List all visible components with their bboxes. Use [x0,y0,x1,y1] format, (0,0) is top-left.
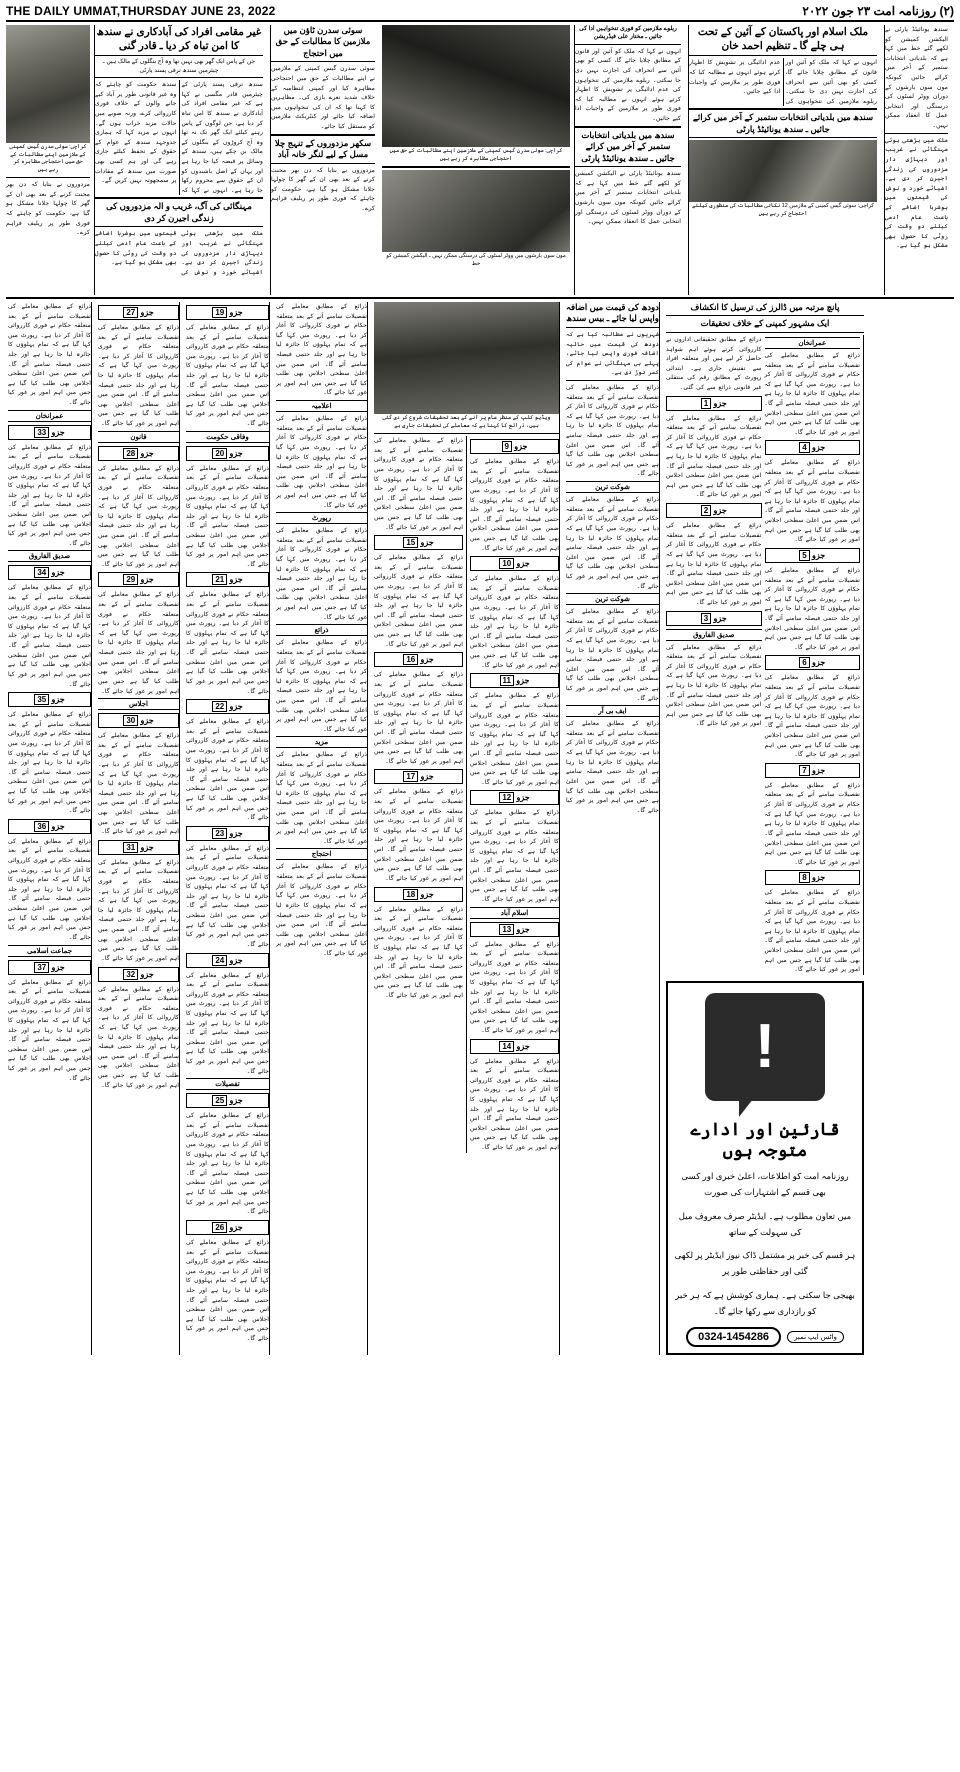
photo-center-protest [382,25,570,147]
notice-title: قارئین اور ادارے متوجہ ہوں [690,1119,840,1160]
center-body-left5: ذرائع کے مطابق معاملے کی تفصیلات سامنے آنے کے بعد متعلقہ حکام نے فوری کارروائی کا آغاز کر دیا ہے۔ رپورٹ میں کہا گیا ہے کہ تمام پہلوؤں کا جائزہ لیا جا رہا ہے اور جلد حتمی فیصلہ سامنے آئے گا۔ اس ضمن میں اعلیٰ سطحی اجلاس بھی طلب کیا گیا ہے جس میں اہم امور پر غور کیا جائے گا۔ [374,905,463,999]
cont-col2-b5: ذرائع کے مطابق معاملے کی تفصیلات سامنے آنے کے بعد متعلقہ حکام نے فوری کارروائی کا آغاز کر دیا ہے۔ رپورٹ میں کہا گیا ہے کہ تمام پہلوؤں کا جائزہ لیا جا رہا ہے اور جلد حتمی فیصلہ سامنے آئے گا۔ اس ضمن میں اعلیٰ سطحی اجلاس بھی طلب کیا گیا ہے جس میں اہم امور پر غور کیا جائے گا۔ [98,858,179,962]
continuation-32[interactable] [98,967,179,982]
story-local-settlement [94,25,266,295]
cont-col4-b6: ذرائع کے مطابق معاملے کی تفصیلات سامنے آنے کے بعد متعلقہ حکام نے فوری کارروائی کا آغاز کر دیا ہے۔ رپورٹ میں کہا گیا ہے کہ تمام پہلوؤں کا جائزہ لیا جا رہا ہے اور جلد حتمی فیصلہ سامنے آئے گا۔ اس ضمن میں اعلیٰ سطحی اجلاس بھی طلب کیا گیا ہے جس میں اہم امور پر غور کیا جائے گا۔ [276,863,367,957]
story-constitution [688,25,880,295]
subhead-10: مزید [276,736,367,748]
photo-right-group [689,140,877,202]
continuation-7[interactable] [765,763,861,778]
milk-col-filler: ذرائع کے مطابق معاملے کی تفصیلات سامنے آنے کے بعد متعلقہ حکام نے فوری کارروائی کا آغاز کر دیا ہے۔ رپورٹ میں کہا گیا ہے کہ تمام پہلوؤں کا جائزہ لیا جا رہا ہے اور جلد حتمی فیصلہ سامنے آئے گا۔ اس ضمن میں اعلیٰ سطحی اجلاس بھی طلب کیا گیا ہے جس میں اہم امور پر غور کیا جائے گا۔ [566,383,659,478]
continuation-21-label: جزو [229,575,243,585]
continuation-1-number: 1 [701,398,711,409]
continuation-12-number: 12 [499,792,514,803]
story5-headline: سکھر مزدوروں کے تنہج چلا مسل کے لیے لنگر خانہ آباد [274,137,372,160]
continuation-10-number: 10 [499,558,514,569]
photo-center-caption: کراچی: سوئی سدرن گیس کمپنی کے ملازمین اپنے مطالبات کے حق میں احتجاجی مظاہرہ کر رہے ہیں [389,148,563,162]
right2-body-b: ذرائع کے مطابق معاملے کی تفصیلات سامنے آنے کے بعد متعلقہ حکام نے فوری کارروائی کا آغاز کر دیا ہے۔ رپورٹ میں کہا گیا ہے کہ تمام پہلوؤں کا جائزہ لیا جا رہا ہے اور جلد حتمی فیصلہ سامنے آئے گا۔ اس ضمن میں اعلیٰ سطحی اجلاس بھی طلب کیا گیا ہے جس میں اہم امور پر غور کیا جائے گا۔ [764,459,860,544]
continuation-13-number: 13 [499,924,514,935]
continuation-15-label: جزو [420,538,434,548]
continuation-5[interactable] [765,548,861,563]
top-center-photo-block [382,25,570,295]
notice-line-4: بھیجی جا سکتی ہے۔ ہماری کوشش ہے کہ ہر خبر کو رازداری سے رکھا جائے گا۔ [675,1289,855,1317]
center-body-right6: ذرائع کے مطابق معاملے کی تفصیلات سامنے آنے کے بعد متعلقہ حکام نے فوری کارروائی کا آغاز کر دیا ہے۔ رپورٹ میں کہا گیا ہے کہ تمام پہلوؤں کا جائزہ لیا جا رہا ہے اور جلد حتمی فیصلہ سامنے آئے گا۔ اس ضمن میں اعلیٰ سطحی اجلاس بھی طلب کیا گیا ہے جس میں اہم امور پر غور کیا جائے گا۔ [470,1057,559,1152]
continuation-29[interactable] [98,572,179,587]
continuation-3-number: 3 [701,613,711,624]
continuation-27-number: 27 [123,307,138,318]
cont-col3-b6: ذرائع کے مطابق معاملے کی تفصیلات سامنے آنے کے بعد متعلقہ حکام نے فوری کارروائی کا آغاز کر دیا ہے۔ رپورٹ میں کہا گیا ہے کہ تمام پہلوؤں کا جائزہ لیا جا رہا ہے اور جلد حتمی فیصلہ سامنے آئے گا۔ اس ضمن میں اعلیٰ سطحی اجلاس بھی طلب کیا گیا ہے جس میں اہم امور پر غور کیا جائے گا۔ [186,971,269,1075]
cont-col4-b3: ذرائع کے مطابق معاملے کی تفصیلات سامنے آنے کے بعد متعلقہ حکام نے فوری کارروائی کا آغاز کر دیا ہے۔ رپورٹ میں کہا گیا ہے کہ تمام پہلوؤں کا جائزہ لیا جا رہا ہے اور جلد حتمی فیصلہ سامنے آئے گا۔ اس ضمن میں اعلیٰ سطحی اجلاس بھی طلب کیا گیا ہے جس میں اہم امور پر غور کیا جائے گا۔ [276,527,367,621]
story3-body: انہوں نے کہا کہ ملک کو آئین اور قانون کے مطابق چلایا جائے گا، کسی کو بھی آئین سے انحراف کی اجازت نہیں دی جا سکتی۔ ریلوے ملازمین کی تنخواہوں کی عدم ادائیگی پر تشویش کا اظہار کرتے ہوئے انہوں نے مطالبہ کیا کہ فوری طور پر ملازمین کے واجبات ادا کیے جائیں۔ [575,47,681,123]
center-body-left3: ذرائع کے مطابق معاملے کی تفصیلات سامنے آنے کے بعد متعلقہ حکام نے فوری کارروائی کا آغاز کر دیا ہے۔ رپورٹ میں کہا گیا ہے کہ تمام پہلوؤں کا جائزہ لیا جا رہا ہے اور جلد حتمی فیصلہ سامنے آئے گا۔ اس ضمن میں اعلیٰ سطحی اجلاس بھی طلب کیا گیا ہے جس میں اہم امور پر غور کیا جائے گا۔ [374,671,463,765]
right2-body-c: ذرائع کے مطابق معاملے کی تفصیلات سامنے آنے کے بعد متعلقہ حکام نے فوری کارروائی کا آغاز کر دیا ہے۔ رپورٹ میں کہا گیا ہے کہ تمام پہلوؤں کا جائزہ لیا جا رہا ہے اور جلد حتمی فیصلہ سامنے آئے گا۔ اس ضمن میں اعلیٰ سطحی اجلاس بھی طلب کیا گیا ہے جس میں اہم امور پر غور کیا جائے گا۔ [764,566,860,651]
center-body-right4: ذرائع کے مطابق معاملے کی تفصیلات سامنے آنے کے بعد متعلقہ حکام نے فوری کارروائی کا آغاز کر دیا ہے۔ رپورٹ میں کہا گیا ہے کہ تمام پہلوؤں کا جائزہ لیا جا رہا ہے اور جلد حتمی فیصلہ سامنے آئے گا۔ اس ضمن میں اعلیٰ سطحی اجلاس بھی طلب کیا گیا ہے جس میں اہم امور پر غور کیا جائے گا۔ [470,809,559,903]
right2-body-d: ذرائع کے مطابق معاملے کی تفصیلات سامنے آنے کے بعد متعلقہ حکام نے فوری کارروائی کا آغاز کر دیا ہے۔ رپورٹ میں کہا گیا ہے کہ تمام پہلوؤں کا جائزہ لیا جا رہا ہے اور جلد حتمی فیصلہ سامنے آئے گا۔ اس ضمن میں اعلیٰ سطحی اجلاس بھی طلب کیا گیا ہے جس میں اہم امور پر غور کیا جائے گا۔ [764,674,860,759]
right-body-b: ذرائع کے مطابق معاملے کی تفصیلات سامنے آنے کے بعد متعلقہ حکام نے فوری کارروائی کا آغاز کر دیا ہے۔ رپورٹ میں کہا گیا ہے کہ تمام پہلوؤں کا جائزہ لیا جا رہا ہے اور جلد حتمی فیصلہ سامنے آئے گا۔ اس ضمن میں اعلیٰ سطحی اجلاس بھی طلب کیا گیا ہے جس میں اہم امور پر غور کیا جائے گا۔ [666,414,762,499]
continuation-34-number: 34 [34,567,49,578]
reader-notice-box [666,981,864,1356]
continuation-17-label: جزو [420,772,434,782]
cont-col4-b5: ذرائع کے مطابق معاملے کی تفصیلات سامنے آنے کے بعد متعلقہ حکام نے فوری کارروائی کا آغاز کر دیا ہے۔ رپورٹ میں کہا گیا ہے کہ تمام پہلوؤں کا جائزہ لیا جا رہا ہے اور جلد حتمی فیصلہ سامنے آئے گا۔ اس ضمن میں اعلیٰ سطحی اجلاس بھی طلب کیا گیا ہے جس میں اہم امور پر غور کیا جائے گا۔ [276,751,367,845]
continuation-15[interactable] [374,535,463,550]
continuation-21[interactable] [186,572,269,587]
top-far-right-column [884,25,950,295]
continuation-27-label: جزو [140,308,154,317]
cont-col3-b8: ذرائع کے مطابق معاملے کی تفصیلات سامنے آنے کے بعد متعلقہ حکام نے فوری کارروائی کا آغاز کر دیا ہے۔ رپورٹ میں کہا گیا ہے کہ تمام پہلوؤں کا جائزہ لیا جا رہا ہے اور جلد حتمی فیصلہ سامنے آئے گا۔ اس ضمن میں اعلیٰ سطحی اجلاس بھی طلب کیا گیا ہے جس میں اہم امور پر غور کیا جائے گا۔ [186,1238,269,1343]
continuation-9[interactable] [470,439,559,454]
center-body-right2: ذرائع کے مطابق معاملے کی تفصیلات سامنے آنے کے بعد متعلقہ حکام نے فوری کارروائی کا آغاز کر دیا ہے۔ رپورٹ میں کہا گیا ہے کہ تمام پہلوؤں کا جائزہ لیا جا رہا ہے اور جلد حتمی فیصلہ سامنے آئے گا۔ اس ضمن میں اعلیٰ سطحی اجلاس بھی طلب کیا گیا ہے جس میں اہم امور پر غور کیا جائے گا۔ [470,575,559,669]
story4-body: ملک میں بڑھتی ہوئی مہنگائی نے غریب اور دیہاڑی دار مزدوروں کی زندگی اجیرن کر دی ہے۔ اشیائے خورد و نوش کی قیمتوں میں ہوشربا اضافے کے باعث عام آدمی کیلئے دو وقت کی روٹی کا حصول بھی مشکل ہو گیا ہے۔ [95,230,263,276]
whatsapp-label: واٹس ایپ نمبر [787,1331,844,1343]
photo-lower-caption: ویڈیو کلپ کے منظر عام پر آنے کے بعد تحقیقات شروع کر دی گئی ہیں، ذرائع کا کہنا ہے کہ معاملے کی تحقیقات جاری ہے [382,415,551,429]
right-body-c: ذرائع کے مطابق معاملے کی تفصیلات سامنے آنے کے بعد متعلقہ حکام نے فوری کارروائی کا آغاز کر دیا ہے۔ رپورٹ میں کہا گیا ہے کہ تمام پہلوؤں کا جائزہ لیا جا رہا ہے اور جلد حتمی فیصلہ سامنے آئے گا۔ اس ضمن میں اعلیٰ سطحی اجلاس بھی طلب کیا گیا ہے جس میں اہم امور پر غور کیا جائے گا۔ [666,522,762,606]
story1-kicker: جن کے پاس ایک گھر بھی نہیں تھا وہ آج بنگلوں کے مالک ہیں ـ چیئرمین سندھ ترقی پسند پارٹی [102,59,256,74]
continuation-21-number: 21 [212,574,227,585]
continuation-4[interactable] [765,440,861,455]
photo-left-caption: کراچی: سوئی سدرن گیس کمپنی کے ملازمین اپنے مطالبات کے حق میں احتجاجی مظاہرہ کر رہے ہیں [9,144,87,173]
continuation-13[interactable] [470,922,559,937]
right-body-a: ذرائع کے مطابق تحقیقاتی اداروں نے کارروائی کرتے ہوئے اہم شواہد حاصل کر لیے ہیں اور متعلقہ افراد سے تفتیش جاری ہے۔ ابتدائی رپورٹ کے مطابق رقم کی منتقلی غیر قانونی ذرائع سے کی گئی۔ [666,335,762,391]
continuation-2[interactable] [666,503,762,518]
continuation-7-number: 7 [799,765,809,776]
cont-col3-b4: ذرائع کے مطابق معاملے کی تفصیلات سامنے آنے کے بعد متعلقہ حکام نے فوری کارروائی کا آغاز کر دیا ہے۔ رپورٹ میں کہا گیا ہے کہ تمام پہلوؤں کا جائزہ لیا جا رہا ہے اور جلد حتمی فیصلہ سامنے آئے گا۔ اس ضمن میں اعلیٰ سطحی اجلاس بھی طلب کیا گیا ہے جس میں اہم امور پر غور کیا جائے گا۔ [186,718,269,822]
story1-headline: غیر مقامی افراد کی آبادکاری نے سندھ کا امن تباہ کر دیا ـ قادر گنی [96,26,262,53]
subhead-12: اسلام آباد [470,907,559,919]
masthead-right-title: (۲) روزنامہ امت ۲۳ جون ۲۰۲۲ [802,4,954,18]
subhead-9: ذرائع [276,624,367,636]
continuation-26[interactable] [186,1220,269,1235]
cont-col4-b4: ذرائع کے مطابق معاملے کی تفصیلات سامنے آنے کے بعد متعلقہ حکام نے فوری کارروائی کا آغاز کر دیا ہے۔ رپورٹ میں کہا گیا ہے کہ تمام پہلوؤں کا جائزہ لیا جا رہا ہے اور جلد حتمی فیصلہ سامنے آئے گا۔ اس ضمن میں اعلیٰ سطحی اجلاس بھی طلب کیا گیا ہے جس میں اہم امور پر غور کیا جائے گا۔ [276,639,367,733]
center-body-right5: ذرائع کے مطابق معاملے کی تفصیلات سامنے آنے کے بعد متعلقہ حکام نے فوری کارروائی کا آغاز کر دیا ہے۔ رپورٹ میں کہا گیا ہے کہ تمام پہلوؤں کا جائزہ لیا جا رہا ہے اور جلد حتمی فیصلہ سامنے آئے گا۔ اس ضمن میں اعلیٰ سطحی اجلاس بھی طلب کیا گیا ہے جس میں اہم امور پر غور کیا جائے گا۔ [470,940,559,1034]
subhead-3: قانون [98,431,179,443]
continuation-23-number: 23 [212,828,227,839]
cont-col3-b5: ذرائع کے مطابق معاملے کی تفصیلات سامنے آنے کے بعد متعلقہ حکام نے فوری کارروائی کا آغاز کر دیا ہے۔ رپورٹ میں کہا گیا ہے کہ تمام پہلوؤں کا جائزہ لیا جا رہا ہے اور جلد حتمی فیصلہ سامنے آئے گا۔ اس ضمن میں اعلیٰ سطحی اجلاس بھی طلب کیا گیا ہے جس میں اہم امور پر غور کیا جائے گا۔ [186,844,269,948]
continuation-14-number: 14 [499,1041,514,1052]
left-column-body: مزدوروں نے بتایا کہ دن بھر محنت کرنے کے بعد بھی ان کے گھر کا چولہا جلانا مشکل ہو گیا ہے، حکومت کو چاہئے کہ فوری طور پر ریلیف فراہم کرے۔ [6,181,90,237]
subhead-13: شوکت ترین [566,481,659,493]
continuation-31[interactable] [98,840,179,855]
cont-col2-b6: ذرائع کے مطابق معاملے کی تفصیلات سامنے آنے کے بعد متعلقہ حکام نے فوری کارروائی کا آغاز کر دیا ہے۔ رپورٹ میں کہا گیا ہے کہ تمام پہلوؤں کا جائزہ لیا جا رہا ہے اور جلد حتمی فیصلہ سامنے آئے گا۔ اس ضمن میں اعلیٰ سطحی اجلاس بھی طلب کیا گیا ہے جس میں اہم امور پر غور کیا جائے گا۔ [98,985,179,1089]
continuation-6-label: جزو [811,658,826,668]
continuation-22[interactable] [186,699,269,714]
story6-body-small: سندھ یونائیٹڈ پارٹی نے الیکشن کمیشن کو لکھے گئے خط میں کہا ہے کہ بلدیاتی انتخابات ستمبر کے آخر میں کرائے جائیں کیونکہ مون سون بارشوں کے دوران ووٹر لسٹوں کی درستگی اور انتخابی عمل کا انعقاد ممکن نہیں۔ [575,170,681,226]
cont-col1-top: ذرائع کے مطابق معاملے کی تفصیلات سامنے آنے کے بعد متعلقہ حکام نے فوری کارروائی کا آغاز کر دیا ہے۔ رپورٹ میں کہا گیا ہے کہ تمام پہلوؤں کا جائزہ لیا جا رہا ہے اور جلد حتمی فیصلہ سامنے آئے گا۔ اس ضمن میں اعلیٰ سطحی اجلاس بھی طلب کیا گیا ہے جس میں اہم امور پر غور کیا جائے گا۔ [8,303,91,407]
notice-line-2: میں تعاون مطلوب ہے۔ ایڈیٹر صرف معروف میل کی سہولت کے ساتھ [678,1210,852,1237]
continuation-33[interactable] [8,425,91,440]
continuation-8-label: جزو [811,873,826,883]
cont-col3-b2: ذرائع کے مطابق معاملے کی تفصیلات سامنے آنے کے بعد متعلقہ حکام نے فوری کارروائی کا آغاز کر دیا ہے۔ رپورٹ میں کہا گیا ہے کہ تمام پہلوؤں کا جائزہ لیا جا رہا ہے اور جلد حتمی فیصلہ سامنے آئے گا۔ اس ضمن میں اعلیٰ سطحی اجلاس بھی طلب کیا گیا ہے جس میں اہم امور پر غور کیا جائے گا۔ [186,464,269,568]
milk-col-filler2: ذرائع کے مطابق معاملے کی تفصیلات سامنے آنے کے بعد متعلقہ حکام نے فوری کارروائی کا آغاز کر دیا ہے۔ رپورٹ میں کہا گیا ہے کہ تمام پہلوؤں کا جائزہ لیا جا رہا ہے اور جلد حتمی فیصلہ سامنے آئے گا۔ اس ضمن میں اعلیٰ سطحی اجلاس بھی طلب کیا گیا ہے جس میں اہم امور پر غور کیا جائے گا۔ [566,496,659,590]
continuation-1-label: جزو [713,398,727,408]
continuation-22-label: جزو [229,702,243,712]
center-story-column [372,302,560,1355]
continuation-20[interactable] [186,446,269,461]
milk-headline: دودھ کی قیمت میں اضافہ واپس لیا جائے ـ بیس سندھ [566,302,659,324]
continuation-4-label: جزو [811,443,826,453]
continuation-29-label: جزو [140,575,154,585]
story4-headline: مہنگائی کی آگ، غریب و الہ مزدوروں کی زندگی اجیرن کر دی [106,201,252,223]
continuation-13-label: جزو [516,924,530,934]
continuation-11-label: جزو [516,676,530,686]
continuation-24-number: 24 [212,955,227,966]
continuation-19-number: 19 [212,307,227,318]
photo-center-lower [382,170,570,252]
continuation-36-label: جزو [51,821,65,831]
story-railway [574,25,684,295]
continuation-37[interactable] [8,960,91,975]
center-body-right1: ذرائع کے مطابق معاملے کی تفصیلات سامنے آنے کے بعد متعلقہ حکام نے فوری کارروائی کا آغاز کر دیا ہے۔ رپورٹ میں کہا گیا ہے کہ تمام پہلوؤں کا جائزہ لیا جا رہا ہے اور جلد حتمی فیصلہ سامنے آئے گا۔ اس ضمن میں اعلیٰ سطحی اجلاس بھی طلب کیا گیا ہے جس میں اہم امور پر غور کیا جائے گا۔ [470,458,559,552]
continuation-25-label: جزو [229,1096,243,1106]
whatsapp-number[interactable]: 0324-1454286 [686,1327,781,1347]
continuation-column-4 [274,302,368,1355]
right2-body-a: ذرائع کے مطابق معاملے کی تفصیلات سامنے آنے کے بعد متعلقہ حکام نے فوری کارروائی کا آغاز کر دیا ہے۔ رپورٹ میں کہا گیا ہے کہ تمام پہلوؤں کا جائزہ لیا جا رہا ہے اور جلد حتمی فیصلہ سامنے آئے گا۔ اس ضمن میں اعلیٰ سطحی اجلاس بھی طلب کیا گیا ہے جس میں اہم امور پر غور کیا جائے گا۔ [764,351,860,436]
continuation-20-label: جزو [229,448,243,458]
continuation-9-number: 9 [502,441,512,452]
continuation-19[interactable] [186,305,269,320]
continuation-23-label: جزو [229,828,243,838]
continuation-31-label: جزو [140,842,154,852]
cont-col3-b3: ذرائع کے مطابق معاملے کی تفصیلات سامنے آنے کے بعد متعلقہ حکام نے فوری کارروائی کا آغاز کر دیا ہے۔ رپورٹ میں کہا گیا ہے کہ تمام پہلوؤں کا جائزہ لیا جا رہا ہے اور جلد حتمی فیصلہ سامنے آئے گا۔ اس ضمن میں اعلیٰ سطحی اجلاس بھی طلب کیا گیا ہے جس میں اہم امور پر غور کیا جائے گا۔ [186,591,269,695]
story1-body: سندھ ترقی پسند پارٹی کے چیئرمین قادر مگسی نے کہا ہے کہ غیر مقامی افراد کی آبادکاری نے سندھ کا امن تباہ کر دیا ہے، جن لوگوں کے پاس رہنے کیلئے ایک گھر تک نہ تھا وہ آج کروڑوں کے بنگلوں کے مالک بن چکے ہیں، سندھ کے وسائل پر قبضہ کیا جا رہا ہے اور یہاں کے اصل باشندوں کو ان کے حقوق سے محروم رکھا جا رہا ہے۔ انہوں نے کہا کہ سندھ حکومت کو چاہئے کہ وہ غیر قانونی طور پر آباد کیے جانے والوں کے خلاف فوری کارروائی کرے، ورنہ صوبے میں حالات مزید خراب ہوں گے۔ انہوں نے مزید کہا کہ ہماری جدوجہد سندھ کے عوام کے حقوق کے تحفظ کیلئے جاری رہے گی اور ہم کسی بھی صورت میں سندھ کے مفادات پر سمجھوتہ نہیں کریں گے۔ [95,81,263,194]
continuation-19-label: جزو [229,308,243,317]
continuation-35-number: 35 [34,694,49,705]
subhead-8: رپورٹ [276,512,367,524]
continuation-25-number: 25 [212,1095,227,1106]
notice-line-1: روزنامہ امت کو اطلاعات، اعلیٰ خبری اور کسی بھی قسم کے اشتہارات کی صورت [681,1170,849,1198]
continuation-15-number: 15 [403,537,418,548]
story3-body-main: انہوں نے کہا کہ ملک کو آئین اور قانون کے مطابق چلایا جائے گا، کسی کو بھی آئین سے انحراف کی اجازت نہیں دی جا سکتی۔ ریلوے ملازمین کی تنخواہوں کی عدم ادائیگی پر تشویش کا اظہار کرتے ہوئے انہوں نے مطالبہ کیا کہ فوری طور پر ملازمین کے واجبات ادا کیے جائیں۔ [689,59,877,105]
continuation-17-number: 17 [403,771,418,782]
top-left-column [6,25,90,295]
continuation-22-number: 22 [212,701,227,712]
continuation-12-label: جزو [516,793,530,803]
continuation-30-label: جزو [140,716,154,726]
milk-body: شہریوں نے مطالبہ کیا ہے کہ دودھ کی قیمت میں حالیہ اضافہ فوری واپس لیا جائے، پہلے ہی مہنگائی نے عوام کی کمر توڑ دی ہے۔ [566,330,659,377]
continuation-18[interactable] [374,887,463,902]
cont-col2-b4: ذرائع کے مطابق معاملے کی تفصیلات سامنے آنے کے بعد متعلقہ حکام نے فوری کارروائی کا آغاز کر دیا ہے۔ رپورٹ میں کہا گیا ہے کہ تمام پہلوؤں کا جائزہ لیا جا رہا ہے اور جلد حتمی فیصلہ سامنے آئے گا۔ اس ضمن میں اعلیٰ سطحی اجلاس بھی طلب کیا گیا ہے جس میں اہم امور پر غور کیا جائے گا۔ [98,732,179,836]
subhead-1: عمرانخان [8,410,91,422]
subhead-17: عمرانخان [765,337,861,349]
photo-lower-meeting [374,302,559,414]
continuation-36[interactable] [8,819,91,834]
continuation-34-label: جزو [51,568,65,578]
continuation-31-number: 31 [123,842,138,853]
notice-phone-row [674,1327,856,1347]
continuation-8[interactable] [765,870,861,885]
continuation-27[interactable] [98,305,179,320]
center-body-left4: ذرائع کے مطابق معاملے کی تفصیلات سامنے آنے کے بعد متعلقہ حکام نے فوری کارروائی کا آغاز کر دیا ہے۔ رپورٹ میں کہا گیا ہے کہ تمام پہلوؤں کا جائزہ لیا جا رہا ہے اور جلد حتمی فیصلہ سامنے آئے گا۔ اس ضمن میں اعلیٰ سطحی اجلاس بھی طلب کیا گیا ہے جس میں اہم امور پر غور کیا جائے گا۔ [374,788,463,882]
continuation-5-label: جزو [811,550,826,560]
continuation-4-number: 4 [799,442,809,453]
cont-col2-b1: ذرائع کے مطابق معاملے کی تفصیلات سامنے آنے کے بعد متعلقہ حکام نے فوری کارروائی کا آغاز کر دیا ہے۔ رپورٹ میں کہا گیا ہے کہ تمام پہلوؤں کا جائزہ لیا جا رہا ہے اور جلد حتمی فیصلہ سامنے آئے گا۔ اس ضمن میں اعلیٰ سطحی اجلاس بھی طلب کیا گیا ہے جس میں اہم امور پر غور کیا جائے گا۔ [98,324,179,428]
photo-center-lower-caption: مون سون بارشوں میں ووٹر لسٹوں کی درستگی ممکن نہیں ـ الیکشن کمیشن کو خط [386,253,566,267]
milk-price-column [564,302,660,1355]
right2-body-f: ذرائع کے مطابق معاملے کی تفصیلات سامنے آنے کے بعد متعلقہ حکام نے فوری کارروائی کا آغاز کر دیا ہے۔ رپورٹ میں کہا گیا ہے کہ تمام پہلوؤں کا جائزہ لیا جا رہا ہے اور جلد حتمی فیصلہ سامنے آئے گا۔ اس ضمن میں اعلیٰ سطحی اجلاس بھی طلب کیا گیا ہے جس میں اہم امور پر غور کیا جائے گا۔ [764,889,860,974]
far-right-body-2: ملک میں بڑھتی ہوئی مہنگائی نے غریب اور دیہاڑی دار مزدوروں کی زندگی اجیرن کر دی ہے۔ اشیائے خورد و نوش کی قیمتوں میں ہوشربا اضافے کے باعث عام آدمی کیلئے دو وقت کی روٹی کا حصول بھی مشکل ہو گیا ہے۔ [885,136,948,250]
subhead-16: صدیق الفاروق [666,629,762,641]
subhead-5: وفاقی حکومت [186,431,269,443]
investigation-headline-1: پانچ مرتبہ میں ڈالرز کی ترسیل کا انکشاف [690,302,840,312]
exclamation-icon: ! [705,993,825,1101]
continuation-30-number: 30 [123,715,138,726]
continuation-35-label: جزو [51,695,65,705]
subhead-6: تفصیلات [186,1078,269,1090]
story-ssgc-protest [270,25,378,295]
continuation-14[interactable] [470,1039,559,1054]
subhead-14: شوکت ترین [566,593,659,605]
story3-kicker: ریلوے ملازمین کو فوری تنخواہیں ادا کی جائیں ـ مختار علی فیڈریشن [579,26,677,41]
continuation-3-label: جزو [713,613,727,623]
continuation-32-label: جزو [140,969,154,979]
continuation-column-1 [6,302,92,1355]
cont-col1-b2: ذرائع کے مطابق معاملے کی تفصیلات سامنے آنے کے بعد متعلقہ حکام نے فوری کارروائی کا آغاز کر دیا ہے۔ رپورٹ میں کہا گیا ہے کہ تمام پہلوؤں کا جائزہ لیا جا رہا ہے اور جلد حتمی فیصلہ سامنے آئے گا۔ اس ضمن میں اعلیٰ سطحی اجلاس بھی طلب کیا گیا ہے جس میں اہم امور پر غور کیا جائے گا۔ [8,584,91,688]
continuation-column-2 [96,302,180,1355]
continuation-37-label: جزو [51,962,65,972]
continuation-8-number: 8 [799,872,809,883]
milk-col-filler4: ذرائع کے مطابق معاملے کی تفصیلات سامنے آنے کے بعد متعلقہ حکام نے فوری کارروائی کا آغاز کر دیا ہے۔ رپورٹ میں کہا گیا ہے کہ تمام پہلوؤں کا جائزہ لیا جا رہا ہے اور جلد حتمی فیصلہ سامنے آئے گا۔ اس ضمن میں اعلیٰ سطحی اجلاس بھی طلب کیا گیا ہے جس میں اہم امور پر غور کیا جائے گا۔ [566,720,659,814]
right-body-d: ذرائع کے مطابق معاملے کی تفصیلات سامنے آنے کے بعد متعلقہ حکام نے فوری کارروائی کا آغاز کر دیا ہے۔ رپورٹ میں کہا گیا ہے کہ تمام پہلوؤں کا جائزہ لیا جا رہا ہے اور جلد حتمی فیصلہ سامنے آئے گا۔ اس ضمن میں اعلیٰ سطحی اجلاس بھی طلب کیا گیا ہے جس میں اہم امور پر غور کیا جائے گا۔ [666,643,762,728]
subhead-4: اجلاس [98,698,179,710]
continuation-20-number: 20 [212,448,227,459]
center-body-left2: ذرائع کے مطابق معاملے کی تفصیلات سامنے آنے کے بعد متعلقہ حکام نے فوری کارروائی کا آغاز کر دیا ہے۔ رپورٹ میں کہا گیا ہے کہ تمام پہلوؤں کا جائزہ لیا جا رہا ہے اور جلد حتمی فیصلہ سامنے آئے گا۔ اس ضمن میں اعلیٰ سطحی اجلاس بھی طلب کیا گیا ہے جس میں اہم امور پر غور کیا جائے گا۔ [374,554,463,648]
continuation-37-number: 37 [34,962,49,973]
subhead-15: ایف بی آر [566,705,659,717]
masthead [6,4,954,22]
continuation-28-label: جزو [140,448,154,458]
continuation-17[interactable] [374,769,463,784]
story3-headline: ملک اسلام اور پاکستان کے آئین کے تحت ہی چلے گا ـ تنظیم احمد خان [697,26,869,53]
cont-col3-b7: ذرائع کے مطابق معاملے کی تفصیلات سامنے آنے کے بعد متعلقہ حکام نے فوری کارروائی کا آغاز کر دیا ہے۔ رپورٹ میں کہا گیا ہے کہ تمام پہلوؤں کا جائزہ لیا جا رہا ہے اور جلد حتمی فیصلہ سامنے آئے گا۔ اس ضمن میں اعلیٰ سطحی اجلاس بھی طلب کیا گیا ہے جس میں اہم امور پر غور کیا جائے گا۔ [186,1112,269,1216]
continuation-2-label: جزو [713,506,727,516]
masthead-left-title: THE DAILY UMMAT,THURSDAY JUNE 23, 2022 [6,4,276,18]
continuation-7-label: جزو [811,765,826,775]
continuation-24-label: جزو [229,955,243,965]
continuation-28-number: 28 [123,448,138,459]
continuation-32-number: 32 [123,969,138,980]
continuation-16-label: جزو [420,655,434,665]
cont-col4-b1: ذرائع کے مطابق معاملے کی تفصیلات سامنے آنے کے بعد متعلقہ حکام نے فوری کارروائی کا آغاز کر دیا ہے۔ رپورٹ میں کہا گیا ہے کہ تمام پہلوؤں کا جائزہ لیا جا رہا ہے اور جلد حتمی فیصلہ سامنے آئے گا۔ اس ضمن میں اعلیٰ سطحی اجلاس بھی طلب کیا گیا ہے جس میں اہم امور پر غور کیا جائے گا۔ [276,303,367,397]
right-column [664,302,864,1355]
story6-headline-small: سندھ میں بلدیاتی انتخابات ستمبر کے آخر میں کرائے جائیں ـ سندھ یونائیٹڈ پارٹی [581,129,675,163]
continuation-26-number: 26 [212,1222,227,1233]
continuation-18-number: 18 [403,889,418,900]
continuation-16[interactable] [374,652,463,667]
continuation-16-number: 16 [403,654,418,665]
right2-body-e: ذرائع کے مطابق معاملے کی تفصیلات سامنے آنے کے بعد متعلقہ حکام نے فوری کارروائی کا آغاز کر دیا ہے۔ رپورٹ میں کہا گیا ہے کہ تمام پہلوؤں کا جائزہ لیا جا رہا ہے اور جلد حتمی فیصلہ سامنے آئے گا۔ اس ضمن میں اعلیٰ سطحی اجلاس بھی طلب کیا گیا ہے جس میں اہم امور پر غور کیا جائے گا۔ [764,781,860,866]
story2-body: سوئی سدرن گیس کمپنی کے ملازمین نے اپنے مطالبات کے حق میں احتجاجی مظاہرہ کیا اور کمپنی انتظامیہ کے خلاف شدید نعرے بازی کی۔ مظاہرین کا کہنا تھا کہ ان کی تنخواہوں میں اضافہ کیا جائے اور کنٹریکٹ ملازمین کو مستقل کیا جائے۔ [271,65,375,131]
continuation-11[interactable] [470,673,559,688]
photo-left-top [6,25,90,143]
continuation-column-3 [184,302,270,1355]
continuation-34[interactable] [8,565,91,580]
investigation-headline-2: ایک مشہور کمپنی کے خلاف تحقیقات [700,318,830,329]
continuation-9-label: جزو [514,442,528,452]
continuation-28[interactable] [98,446,179,461]
continuation-5-number: 5 [799,550,809,561]
notice-line-3: ہر قسم کی خبر پر مشتمل ڈاک نیوز ایڈیٹر پر لکھی گئی اور حفاظتی طور پر [674,1250,856,1277]
cont-col1-b4: ذرائع کے مطابق معاملے کی تفصیلات سامنے آنے کے بعد متعلقہ حکام نے فوری کارروائی کا آغاز کر دیا ہے۔ رپورٹ میں کہا گیا ہے کہ تمام پہلوؤں کا جائزہ لیا جا رہا ہے اور جلد حتمی فیصلہ سامنے آئے گا۔ اس ضمن میں اعلیٰ سطحی اجلاس بھی طلب کیا گیا ہے جس میں اہم امور پر غور کیا جائے گا۔ [8,837,91,941]
continuation-35[interactable] [8,692,91,707]
lower-section [6,302,954,1355]
continuation-18-label: جزو [420,889,434,899]
story2-headline: سوئی سدرن ٹاؤن میں ملازمین کا مطالبات کے حق میں احتجاج [275,25,371,58]
far-right-body: سندھ یونائیٹڈ پارٹی نے الیکشن کمیشن کو لکھے گئے خط میں کہا ہے کہ بلدیاتی انتخابات ستمبر کے آخر میں کرائے جائیں کیونکہ مون سون بارشوں کے دوران ووٹر لسٹوں کی درستگی اور انتخابی عمل کا انعقاد ممکن نہیں۔ [885,26,948,130]
continuation-10[interactable] [470,556,559,571]
cont-col4-b2: ذرائع کے مطابق معاملے کی تفصیلات سامنے آنے کے بعد متعلقہ حکام نے فوری کارروائی کا آغاز کر دیا ہے۔ رپورٹ میں کہا گیا ہے کہ تمام پہلوؤں کا جائزہ لیا جا رہا ہے اور جلد حتمی فیصلہ سامنے آئے گا۔ اس ضمن میں اعلیٰ سطحی اجلاس بھی طلب کیا گیا ہے جس میں اہم امور پر غور کیا جائے گا۔ [276,415,367,509]
continuation-6[interactable] [765,655,861,670]
continuation-10-label: جزو [516,559,530,569]
center-body-right3: ذرائع کے مطابق معاملے کی تفصیلات سامنے آنے کے بعد متعلقہ حکام نے فوری کارروائی کا آغاز کر دیا ہے۔ رپورٹ میں کہا گیا ہے کہ تمام پہلوؤں کا جائزہ لیا جا رہا ہے اور جلد حتمی فیصلہ سامنے آئے گا۔ اس ضمن میں اعلیٰ سطحی اجلاس بھی طلب کیا گیا ہے جس میں اہم امور پر غور کیا جائے گا۔ [470,692,559,786]
cont-col2-b2: ذرائع کے مطابق معاملے کی تفصیلات سامنے آنے کے بعد متعلقہ حکام نے فوری کارروائی کا آغاز کر دیا ہے۔ رپورٹ میں کہا گیا ہے کہ تمام پہلوؤں کا جائزہ لیا جا رہا ہے اور جلد حتمی فیصلہ سامنے آئے گا۔ اس ضمن میں اعلیٰ سطحی اجلاس بھی طلب کیا گیا ہے جس میں اہم امور پر غور کیا جائے گا۔ [98,464,179,568]
top-section [6,25,954,295]
continuation-26-label: جزو [229,1222,243,1232]
center-body-left: ذرائع کے مطابق معاملے کی تفصیلات سامنے آنے کے بعد متعلقہ حکام نے فوری کارروائی کا آغاز کر دیا ہے۔ رپورٹ میں کہا گیا ہے کہ تمام پہلوؤں کا جائزہ لیا جا رہا ہے اور جلد حتمی فیصلہ سامنے آئے گا۔ اس ضمن میں اعلیٰ سطحی اجلاس بھی طلب کیا گیا ہے جس میں اہم امور پر غور کیا جائے گا۔ [374,437,463,531]
cont-col1-b1: ذرائع کے مطابق معاملے کی تفصیلات سامنے آنے کے بعد متعلقہ حکام نے فوری کارروائی کا آغاز کر دیا ہے۔ رپورٹ میں کہا گیا ہے کہ تمام پہلوؤں کا جائزہ لیا جا رہا ہے اور جلد حتمی فیصلہ سامنے آئے گا۔ اس ضمن میں اعلیٰ سطحی اجلاس بھی طلب کیا گیا ہے جس میں اہم امور پر غور کیا جائے گا۔ [8,443,91,547]
continuation-25[interactable] [186,1093,269,1108]
subhead-7: اعلامیہ [276,400,367,412]
cont-col3-b1: ذرائع کے مطابق معاملے کی تفصیلات سامنے آنے کے بعد متعلقہ حکام نے فوری کارروائی کا آغاز کر دیا ہے۔ رپورٹ میں کہا گیا ہے کہ تمام پہلوؤں کا جائزہ لیا جا رہا ہے اور جلد حتمی فیصلہ سامنے آئے گا۔ اس ضمن میں اعلیٰ سطحی اجلاس بھی طلب کیا گیا ہے جس میں اہم امور پر غور کیا جائے گا۔ [186,324,269,428]
story5-body: مزدوروں نے بتایا کہ دن بھر محنت کرنے کے بعد بھی ان کے گھر کا چولہا جلانا مشکل ہو گیا ہے، حکومت کو چاہئے کہ فوری طور پر ریلیف فراہم کرے۔ [271,166,375,213]
continuation-14-label: جزو [516,1041,530,1051]
continuation-23[interactable] [186,826,269,841]
continuation-3[interactable] [666,611,762,626]
cont-col2-b3: ذرائع کے مطابق معاملے کی تفصیلات سامنے آنے کے بعد متعلقہ حکام نے فوری کارروائی کا آغاز کر دیا ہے۔ رپورٹ میں کہا گیا ہے کہ تمام پہلوؤں کا جائزہ لیا جا رہا ہے اور جلد حتمی فیصلہ سامنے آئے گا۔ اس ضمن میں اعلیٰ سطحی اجلاس بھی طلب کیا گیا ہے جس میں اہم امور پر غور کیا جائے گا۔ [98,591,179,695]
continuation-36-number: 36 [34,821,49,832]
continuation-33-label: جزو [51,427,65,437]
milk-col-filler3: ذرائع کے مطابق معاملے کی تفصیلات سامنے آنے کے بعد متعلقہ حکام نے فوری کارروائی کا آغاز کر دیا ہے۔ رپورٹ میں کہا گیا ہے کہ تمام پہلوؤں کا جائزہ لیا جا رہا ہے اور جلد حتمی فیصلہ سامنے آئے گا۔ اس ضمن میں اعلیٰ سطحی اجلاس بھی طلب کیا گیا ہے جس میں اہم امور پر غور کیا جائے گا۔ [566,608,659,702]
continuation-2-number: 2 [701,505,711,516]
story6-headline: سندھ میں بلدیاتی انتخابات ستمبر کے آخر میں کرائے جائیں ـ سندھ یونائیٹڈ پارٹی [692,112,874,134]
continuation-6-number: 6 [799,657,809,668]
continuation-12[interactable] [470,790,559,805]
continuation-30[interactable] [98,713,179,728]
continuation-1[interactable] [666,396,762,411]
subhead-36: جماعت اسلامی [8,945,91,957]
cont-col1-b5: ذرائع کے مطابق معاملے کی تفصیلات سامنے آنے کے بعد متعلقہ حکام نے فوری کارروائی کا آغاز کر دیا ہے۔ رپورٹ میں کہا گیا ہے کہ تمام پہلوؤں کا جائزہ لیا جا رہا ہے اور جلد حتمی فیصلہ سامنے آئے گا۔ اس ضمن میں اعلیٰ سطحی اجلاس بھی طلب کیا گیا ہے جس میں اہم امور پر غور کیا جائے گا۔ [8,978,91,1082]
continuation-11-number: 11 [500,675,514,686]
continuation-33-number: 33 [34,427,49,438]
continuation-24[interactable] [186,953,269,968]
cont-col1-b3: ذرائع کے مطابق معاملے کی تفصیلات سامنے آنے کے بعد متعلقہ حکام نے فوری کارروائی کا آغاز کر دیا ہے۔ رپورٹ میں کہا گیا ہے کہ تمام پہلوؤں کا جائزہ لیا جا رہا ہے اور جلد حتمی فیصلہ سامنے آئے گا۔ اس ضمن میں اعلیٰ سطحی اجلاس بھی طلب کیا گیا ہے جس میں اہم امور پر غور کیا جائے گا۔ [8,711,91,815]
continuation-29-number: 29 [123,574,138,585]
subhead-2: صدیق الفاروق [8,550,91,562]
subhead-11: احتجاج [276,848,367,860]
photo-right-caption: کراچی: سوئی گیس کمپنی کے ملازمین 12 نکاتی مطالبات کی منظوری کیلئے احتجاج کر رہے ہیں [692,203,874,217]
